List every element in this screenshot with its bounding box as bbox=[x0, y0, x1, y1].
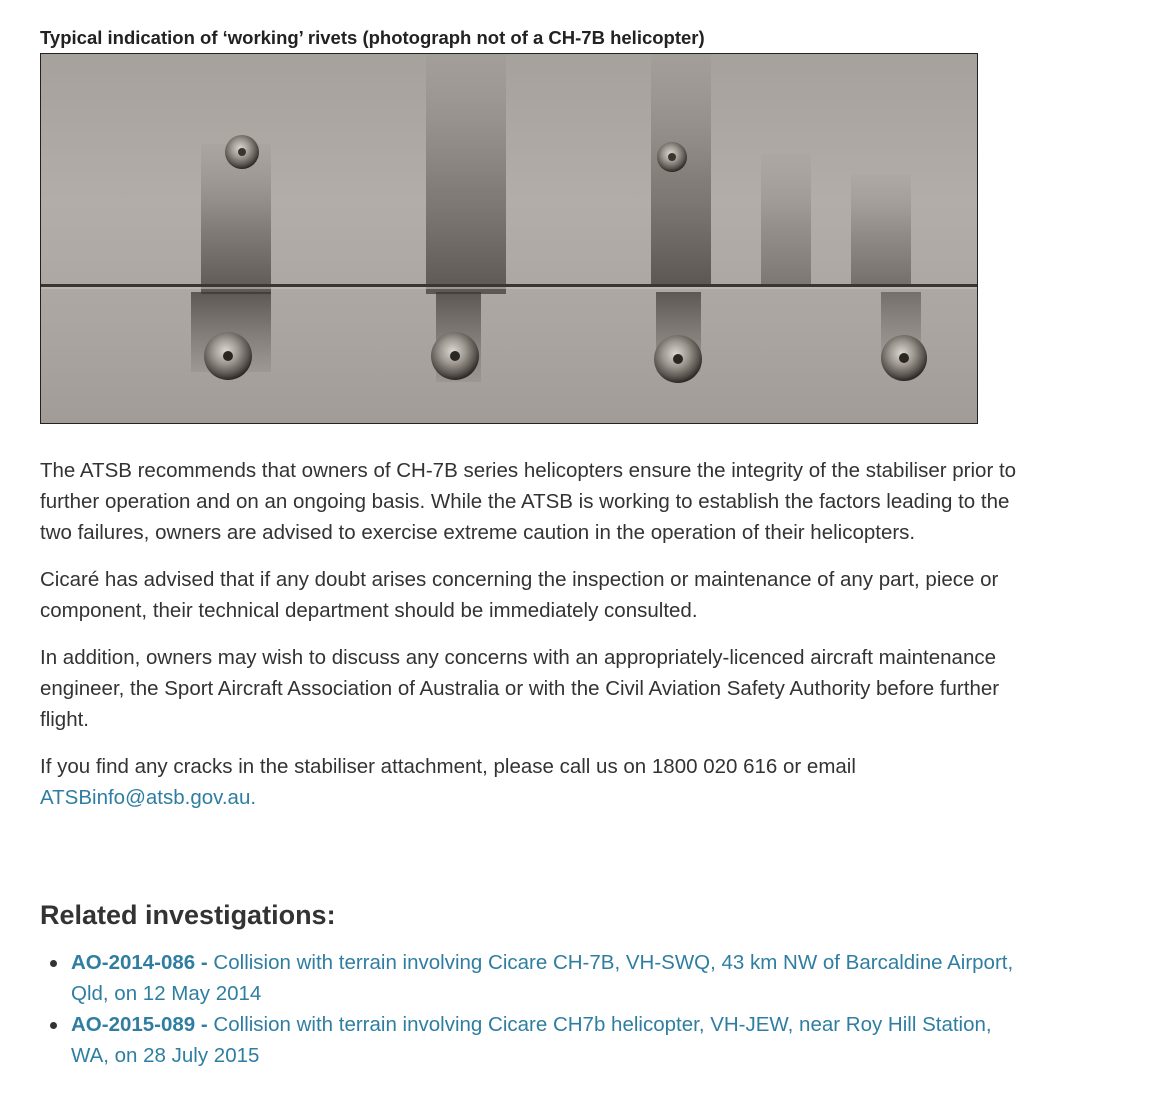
investigation-code: AO-2014-086 - bbox=[71, 951, 208, 974]
investigation-title: Collision with terrain involving Cicare CH7b helicopter, VH-JEW, near Roy Hill Station, WA, on 28 July 2015 bbox=[71, 1013, 992, 1067]
paragraph-cicare-advice: Cicaré has advised that if any doubt arises concerning the inspection or maintenance of any part, piece or component, their technical department should be immediately consulted. bbox=[40, 568, 999, 622]
investigation-code: AO-2015-089 - bbox=[71, 1013, 208, 1036]
list-item bbox=[40, 947, 1020, 1009]
related-investigations-heading: Related investigations: bbox=[40, 900, 336, 930]
list-item bbox=[40, 1009, 1020, 1071]
atsb-email-link[interactable]: ATSBinfo@atsb.gov.au. bbox=[40, 786, 257, 809]
contact-text: If you find any cracks in the stabiliser attachment, please call us on 1800 020 616 or email bbox=[40, 755, 856, 778]
investigation-link-ao-2014-086[interactable] bbox=[71, 951, 1013, 1005]
investigation-link-ao-2015-089[interactable] bbox=[71, 1013, 992, 1067]
bullet-icon bbox=[50, 1022, 57, 1029]
related-investigations-list bbox=[40, 947, 1020, 1071]
bullet-icon bbox=[50, 960, 57, 967]
paragraph-recommendation: The ATSB recommends that owners of CH-7B series helicopters ensure the integrity of the stabiliser prior to further operation and on an ongoing basis. While the ATSB is working to establish the factors leading to the two failures, owners are advised to exercise extreme caution in the operation of their helicopters. bbox=[40, 459, 1017, 544]
figure-caption: Typical indication of ‘working’ rivets (photograph not of a CH-7B helicopter) bbox=[40, 27, 705, 48]
investigation-title: Collision with terrain involving Cicare CH-7B, VH-SWQ, 43 km NW of Barcaldine Airport, Qld, on 12 May 2014 bbox=[71, 951, 1014, 1005]
article-body bbox=[40, 455, 1020, 829]
rivets-photograph bbox=[40, 53, 978, 424]
paragraph-additional-consultation: In addition, owners may wish to discuss any concerns with an appropriately-licenced aircraft maintenance engineer, the Sport Aircraft Association of Australia or with the Civil Aviation Safety Authority before further flight. bbox=[40, 646, 1000, 731]
paragraph-contact bbox=[40, 751, 1020, 813]
